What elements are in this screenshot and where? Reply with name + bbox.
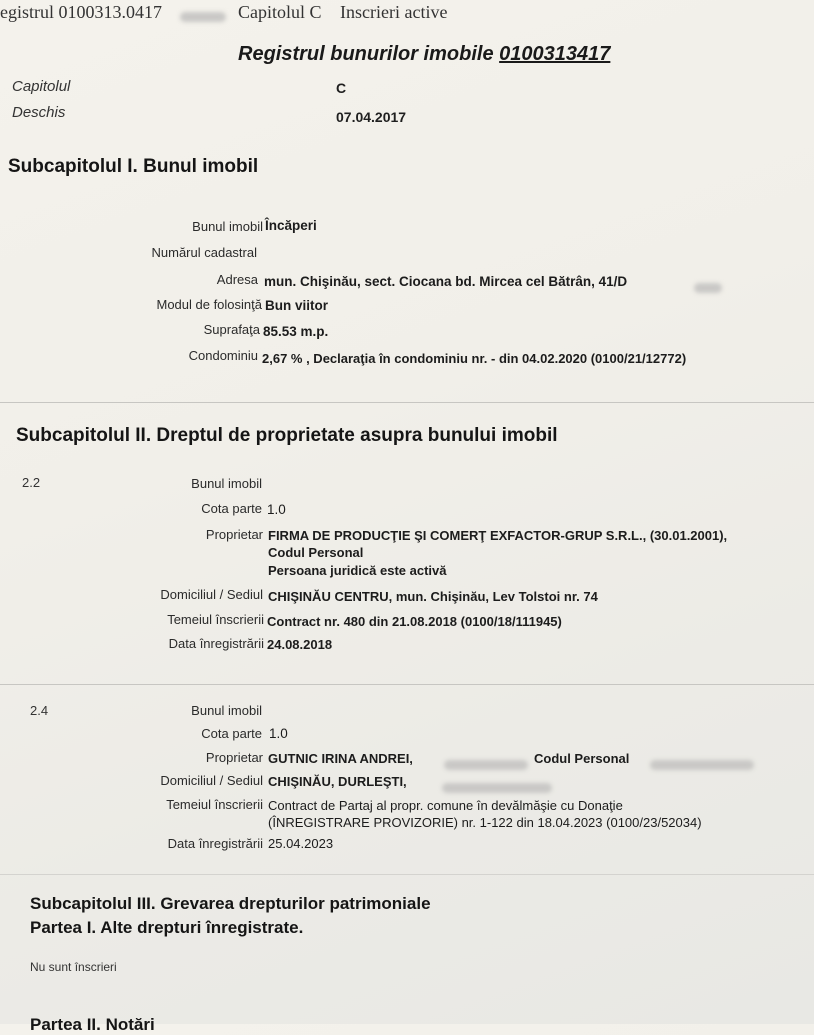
divider <box>0 402 814 403</box>
field-label-folosinta: Modul de folosinţă <box>156 297 262 312</box>
field-label-bunul: Bunul imobil <box>192 219 263 234</box>
entry1-label-data: Data înregistrării <box>168 636 264 651</box>
entry2-value-temei-line2: (ÎNREGISTRARE PROVIZORIE) nr. 1-122 din 18.04.2023 (0100/23/52034) <box>268 815 702 830</box>
codul-blur <box>650 756 754 774</box>
section-subtitle-alte-drepturi: Partea I. Alte drepturi înregistrate. <box>30 918 304 937</box>
header-chapter: Capitolul C <box>238 2 322 22</box>
header-blur <box>180 8 226 26</box>
section-subtitle-notari: Partea II. Notări <box>30 1015 155 1034</box>
page-title-text: Registrul bunurilor imobile <box>238 43 494 65</box>
field-value-condominiu: 2,67 % , Declaraţia în condominiu nr. - din 04.02.2020 (0100/21/12772) <box>262 351 687 366</box>
entry2-label-temei: Temeiul înscrierii <box>166 797 263 812</box>
section-title-bunul-imobil: Subcapitolul I. Bunul imobil <box>8 156 259 177</box>
adresa-blur <box>694 279 722 297</box>
entry2-value-cota: 1.0 <box>269 726 288 741</box>
entry2-value-temei-line1: Contract de Partaj al propr. comune în devălmăşie cu Donaţie <box>268 798 623 813</box>
section-title-drept-proprietate: Subcapitolul II. Dreptul de proprietate asupra bunului imobil <box>16 425 558 446</box>
field-value-bunul: Încăperi <box>265 218 317 233</box>
header-registry-number: egistrul 0100313.0417 <box>0 2 162 22</box>
proprietar-blur <box>444 756 528 774</box>
field-value-adresa: mun. Chişinău, sect. Ciocana bd. Mircea cel Bătrân, 41/D <box>264 274 628 289</box>
entry2-label-domiciliu: Domiciliul / Sediul <box>160 773 263 788</box>
field-value-suprafata: 85.53 m.p. <box>263 324 329 339</box>
field-value-folosinta: Bun viitor <box>265 298 328 313</box>
field-label-suprafata: Suprafaţa <box>203 322 260 337</box>
entry2-value-proprietar: GUTNIC IRINA ANDREI, <box>268 751 413 766</box>
entry1-label-domiciliu: Domiciliul / Sediul <box>160 587 263 602</box>
entry2-value-domiciliu: CHIŞINĂU, DURLEŞTI, <box>268 774 407 789</box>
capitol-label: Capitolul <box>12 78 71 95</box>
entry2-value-data: 25.04.2023 <box>268 836 334 851</box>
divider <box>0 874 814 875</box>
page-title-number: 0100313417 <box>499 43 611 65</box>
entry1-label-bunul: Bunul imobil <box>191 476 262 491</box>
entry1-value-domiciliu: CHIŞINĂU CENTRU, mun. Chişinău, Lev Tolstoi nr. 74 <box>268 589 598 604</box>
entry1-value-proprietar: FIRMA DE PRODUCŢIE ŞI COMERŢ EXFACTOR-GRUP S.R.L., (30.01.2001), <box>268 528 728 543</box>
entry2-label-proprietar: Proprietar <box>205 750 263 765</box>
entry2-label-bunul: Bunul imobil <box>191 703 262 718</box>
field-label-adresa: Adresa <box>216 272 258 287</box>
entry1-label-temei: Temeiul înscrierii <box>167 612 264 627</box>
entry2-label-cota: Cota parte <box>201 726 262 741</box>
no-entries-text: Nu sunt înscrieri <box>30 960 117 974</box>
domiciliu-blur <box>442 779 552 797</box>
page-title <box>238 43 610 66</box>
entry-number: 2.2 <box>22 475 41 490</box>
field-label-cadastral: Numărul cadastral <box>151 245 257 260</box>
entry1-value-codul-personal: Codul Personal <box>268 545 364 560</box>
field-label-condominiu: Condominiu <box>188 348 258 363</box>
header-status: Inscrieri active <box>340 2 448 22</box>
entry-number: 2.4 <box>30 703 49 718</box>
deschis-label: Deschis <box>12 104 66 121</box>
entry2-label-data: Data înregistrării <box>167 836 263 851</box>
entry1-value-status: Persoana juridică este activă <box>268 563 447 578</box>
entry1-value-cota: 1.0 <box>267 502 286 517</box>
deschis-value: 07.04.2017 <box>336 109 407 125</box>
entry1-label-cota: Cota parte <box>201 501 262 516</box>
entry1-label-proprietar: Proprietar <box>205 527 263 542</box>
capitol-value: C <box>336 80 347 96</box>
section-title-grevarea: Subcapitolul III. Grevarea drepturilor patrimoniale <box>30 894 431 913</box>
entry2-value-codul-personal: Codul Personal <box>534 751 630 766</box>
divider <box>0 684 814 685</box>
entry1-value-temei: Contract nr. 480 din 21.08.2018 (0100/18/111945) <box>267 614 562 629</box>
entry1-value-data: 24.08.2018 <box>267 637 333 652</box>
